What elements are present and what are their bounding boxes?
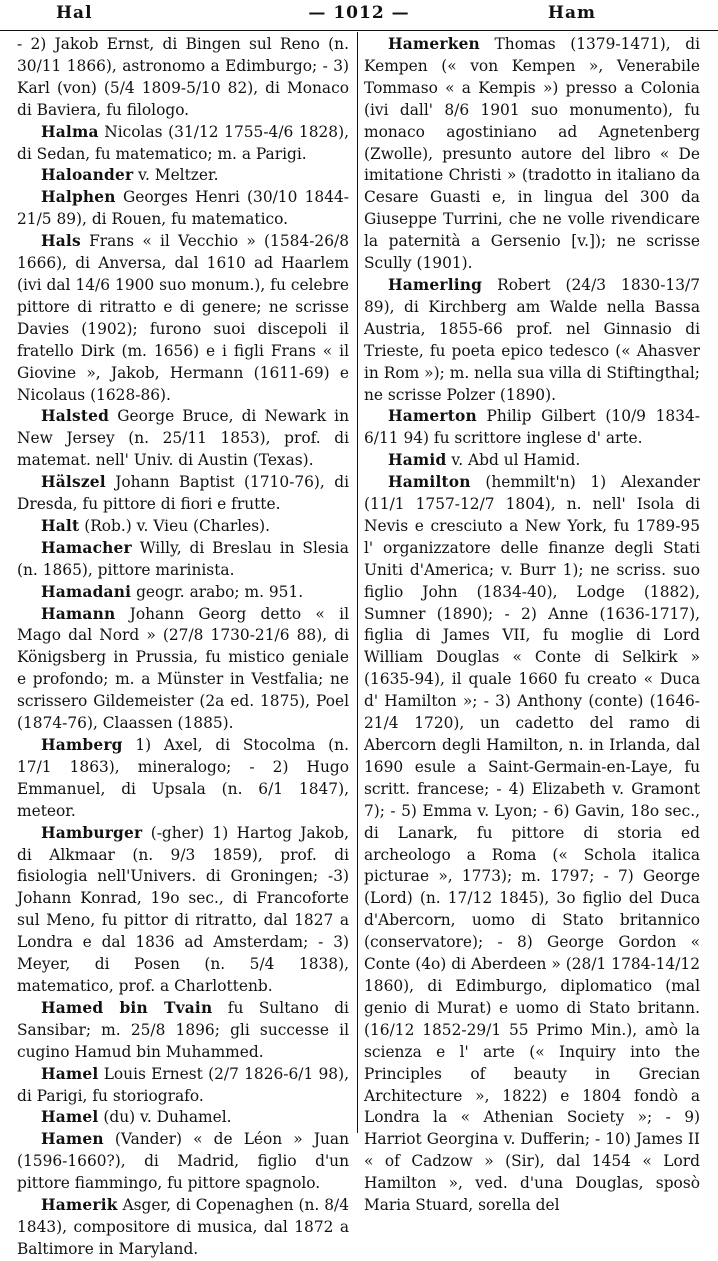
entry: [17, 231, 349, 406]
right-column: [364, 34, 700, 1215]
entry-headword: Hamadani: [41, 582, 132, 601]
entry-text: v. Abd ul Hamid.: [451, 451, 581, 470]
entry-headword: Halt: [41, 516, 80, 535]
entry-text: 1) Axel, di Stocolma (n. 17/1 1863), mineralogo; - 2) Hugo Emmanuel, di Upsala (n. 6/1 1847), meteor.: [17, 736, 349, 820]
entry: [17, 538, 349, 582]
entry-headword: Hals: [41, 232, 81, 251]
entry-text: Louis Ernest (2/7 1826-6/1 98), di Parigi, fu storiografo.: [17, 1064, 349, 1105]
entry: [364, 472, 700, 1217]
entry-headword: Hamerken: [388, 35, 480, 53]
entry-text: (Vander) « de Léon » Juan (1596-1660?), di Madrid, figlio d'un pittore fiammingo, fu pittore spagnolo.: [17, 1130, 349, 1193]
entry: [364, 275, 700, 406]
entry-text: Johann Georg detto « il Mago dal Nord » (27/8 1730-21/6 88), di Königsberg in Prussia, fu mistico geniale e profondo; m. a Münster in Vestfalia; ne scrissero Gildemeister (2a ed. 1875), Poel (1874-76), Claassen (1885).: [17, 604, 349, 733]
page-header: [0, 0, 718, 31]
entry: [364, 406, 700, 450]
entry-text: v. Meltzer.: [138, 166, 219, 185]
entry: [17, 582, 349, 604]
entry-headword: Hamel: [41, 1108, 99, 1127]
entry-headword: Hälszel: [41, 473, 106, 492]
entry-text: Willy, di Breslau in Slesia (n. 1865), pittore marinista.: [17, 538, 349, 579]
running-head-left: Hal: [56, 3, 93, 23]
entry-headword: Hamberg: [41, 736, 123, 754]
entry: [17, 1195, 349, 1261]
entry-headword: Hamburger: [41, 823, 143, 842]
entry-text: Philip Gilbert (10/9 1834-6/11 94) fu scrittore inglese d' arte.: [364, 407, 700, 448]
entry: [17, 516, 349, 538]
entry-text: Asger, di Copenaghen (n. 8/4 1843), compositore di musica, dal 1872 a Baltimore in Maryland.: [17, 1196, 349, 1258]
column-divider: [357, 32, 358, 1133]
entry-text: fu Sultano di Sansibar; m. 25/8 1896; gli successe il cugino Hamud bin Muhammed.: [17, 998, 349, 1061]
entry: [17, 406, 349, 472]
entry-text: (du) v. Duhamel.: [103, 1108, 232, 1127]
entry: [17, 1129, 349, 1195]
entry: [17, 604, 349, 735]
entry: [17, 823, 349, 998]
entry-headword: Hamerling: [388, 275, 483, 294]
entry: [17, 122, 349, 166]
entry: [17, 472, 349, 516]
entry-headword: Haloander: [41, 166, 134, 185]
entry-headword: Hamen: [41, 1130, 104, 1149]
entry: [17, 187, 349, 231]
entry-headword: Hamerton: [388, 407, 477, 426]
entry-headword: Hamerik: [41, 1196, 118, 1215]
entry-headword: Hamid: [388, 451, 447, 470]
entry-text: (-gher) 1) Hartog Jakob, di Alkmaar (n. 9/3 1859), prof. di fisiologia nell'Univers. di Groningen; -3) Johann Konrad, 19o sec., di Francoforte sul Meno, fu pittor di ritratto, dal 1827 a Londra e dal 1836 ad Amsterdam; - 3) Meyer, di Posen (n. 5/4 1838), matematico, prof. a Charlottenb.: [17, 823, 349, 995]
entry-text: - 2) Jakob Ernst, di Bingen sul Reno (n. 30/11 1866), astronomo a Edimburgo; - 3) Karl (von) (5/4 1809-5/10 82), di Monaco di Baviera, fu filologo.: [17, 35, 349, 119]
entry: [17, 998, 349, 1064]
entry: [17, 1107, 349, 1129]
entry-text: (hemmilt'n) 1) Alexander (11/1 1757-12/7 1804), n. nell' Isola di Nevis e cresciuto a New York, fu 1789-95 l' organizzatore delle finanze degli Stati Uniti d'America; v. Burr 1); ne scriss. suo figlio John (1834-40), Lodge (1882), Sumner (1890); - 2) Anne (1636-1717), figlia di James VII, fu moglie di Lord William Douglas « Conte di Selkirk » (1635-94), il quale 1660 fu creato « Duca d' Hamilton »; - 3) Anthony (conte) (1646-21/4 1720), un cadetto del ramo di Abercorn degli Hamilton, n. in Irlanda, dal 1690 esule a Saint-Germain-en-Laye, fu scritt. francese; - 4) Elizabeth v. Gramont 7); - 5) Emma v. Lyon; - 6) Gavin, 18o sec., di Lanark, fu pittore di storia ed archeologo a Roma (« Schola italica picturae », 1773); m. 1797; - 7) George (Lord) (n. 17/12 1845), 3o figlio del Duca d'Abercorn, uomo di Stato britannico (conservatore); - 8) George Gordon « Conte (4o) di Aberdeen » (28/1 1784-14/12 1860), di Edimburgo, diplomatico (mal genio di Murat) e uomo di Stato britann. (16/12 1852-29/1 55 Primo Min.), amò la scienza e l' arte (« Inquiry into the Principles of beauty in Grecian Architecture », 1822) e 1804 fondò a Londra la « Athenian Society »; - 9) Harriot Georgina v. Dufferin; - 10) James II « of Cadzow » (Sir), dal 1454 « Lord Hamilton », ved. d'una Douglas, sposò Maria Stuard, sorella del: [364, 473, 700, 1215]
entry-text: Johann Baptist (1710-76), di Dresda, fu pittore di fiori e frutte.: [17, 473, 349, 514]
entry: [364, 450, 700, 472]
entry: [17, 735, 349, 823]
entry-text: Frans « il Vecchio » (1584-26/8 1666), di Anversa, dal 1610 ad Haarlem (ivi dal 14/6 1900 suo monum.), fu celebre pittore di ritratto e di genere; ne scrisse Davies (1902); furono suoi discepoli il fratello Dirk (m. 1656) e i figli Frans « il Giovine », Jakob, Hermann (1611-69) e Nicolaus (1628-86).: [17, 232, 349, 404]
entry-headword: Hamacher: [41, 538, 132, 557]
entry: [364, 34, 700, 275]
entry-text: geogr. arabo; m. 951.: [136, 582, 304, 601]
entry: [17, 1064, 349, 1108]
entry-text: Nicolas (31/12 1755-4/6 1828), di Sedan, fu matematico; m. a Parigi.: [17, 122, 349, 163]
entry: [17, 165, 349, 187]
entry-headword: Halma: [41, 122, 99, 141]
entry-headword: Hamel: [41, 1064, 99, 1083]
entry: [17, 34, 349, 122]
running-head-right: Ham: [547, 3, 596, 23]
entry-headword: Hamann: [41, 604, 116, 623]
entry-text: Georges Henri (30/10 1844-21/5 89), di Rouen, fu matematico.: [17, 188, 349, 229]
left-column: [17, 34, 349, 1258]
entry-text: Robert (24/3 1830-13/7 89), di Kirchberg am Walde nella Bassa Austria, 1855-66 prof. nel Ginnasio di Trieste, fu poeta epico tedesco (« Ahasver in Rom »); m. nella sua villa di Stiftingthal; ne scrisse Polzer (1890).: [364, 275, 700, 404]
entry-text: (Rob.) v. Vieu (Charles).: [84, 516, 271, 535]
entry-headword: Hamilton: [388, 473, 471, 492]
entry-headword: Halsted: [41, 407, 110, 426]
entry-headword: Halphen: [41, 188, 116, 207]
page-number: — 1012 —: [308, 3, 410, 23]
entry-text: George Bruce, di Newark in New Jersey (n. 25/11 1853), prof. di matemat. nell' Univ. di Austin (Texas).: [17, 407, 349, 470]
entry-headword: Hamed bin Tvain: [41, 998, 213, 1017]
entry-text: Thomas (1379-1471), di Kempen (« von Kempen », Venerabile Tommaso « a Kempis ») presso a Colonia (ivi dall' 8/6 1901 suo monumento), fu monaco agostiniano ad Agnetenberg (Zwolle), presunto autore del libro « De imitatione Christi » (tradotto in italiano da Cesare Guasti e, in lingua del 300 da Giuseppe Turrini, che ne volle rivendicare la paternità a Gersenio [v.]); ne scrisse Scully (1901).: [364, 35, 700, 273]
